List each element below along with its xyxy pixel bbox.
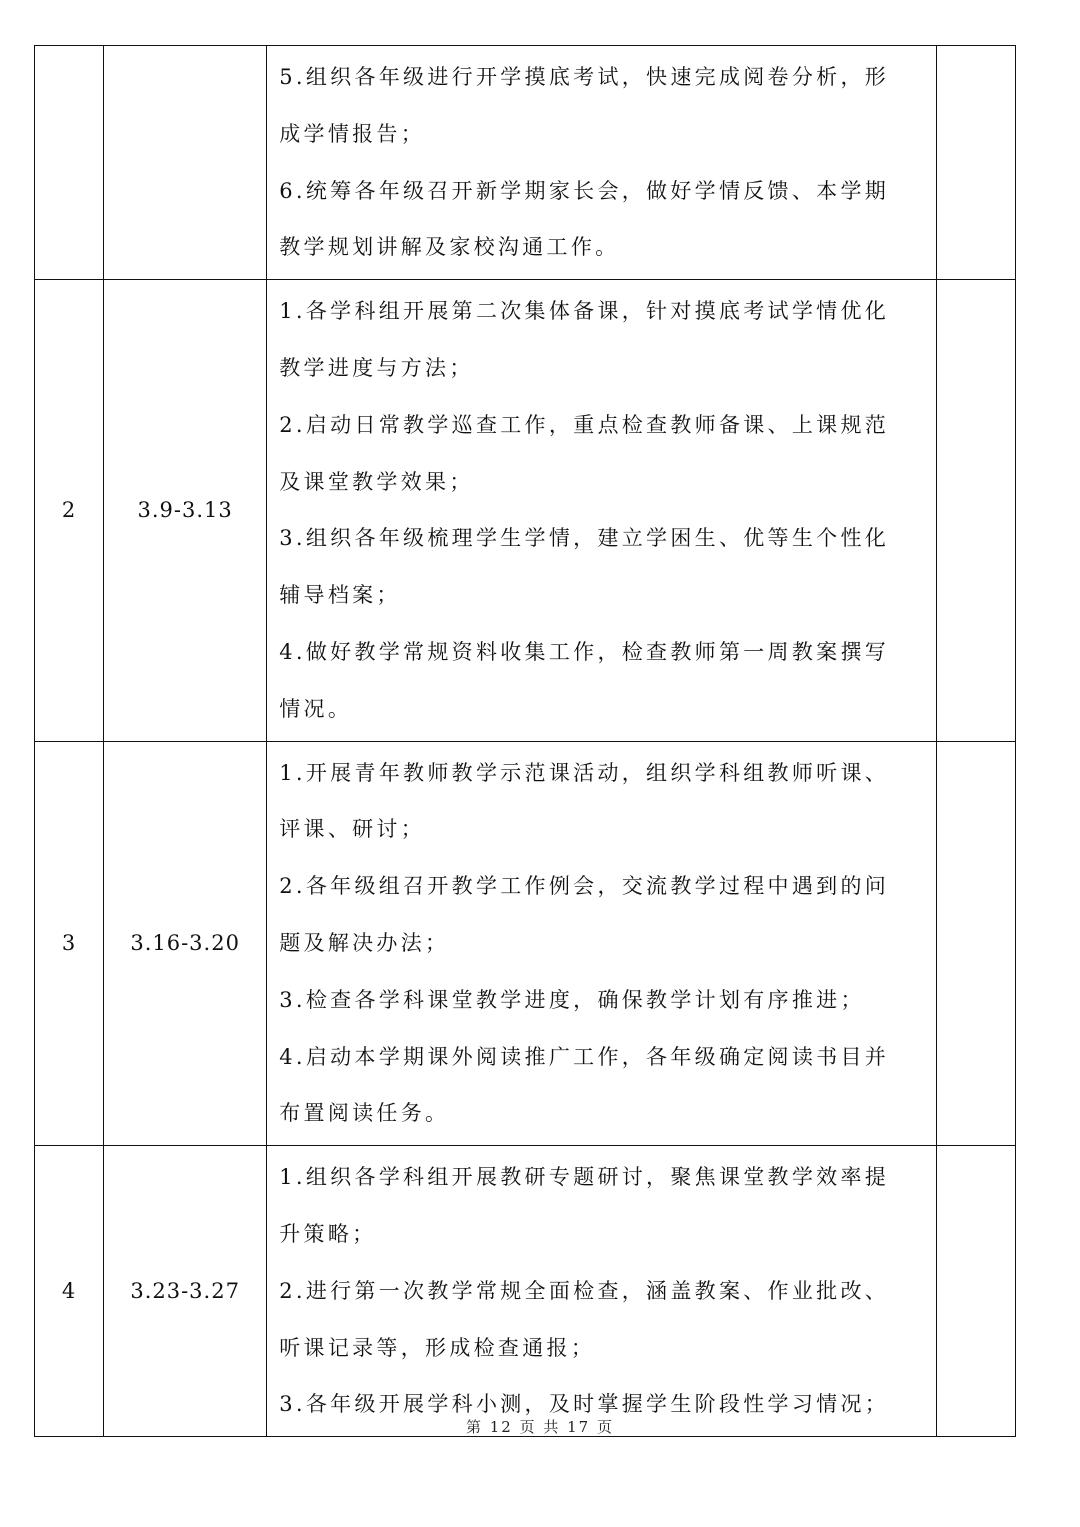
table-row — [35, 46, 1016, 280]
task-content-cell — [267, 1146, 937, 1437]
table-row — [35, 1146, 1016, 1437]
table-row — [35, 741, 1016, 1146]
task-content-cell — [267, 280, 937, 741]
task-line: 5.组织各年级进行开学摸底考试，快速完成阅卷分析，形 — [279, 65, 890, 89]
task-line: 4.启动本学期课外阅读推广工作，各年级确定阅读书目并 — [279, 1044, 890, 1069]
date-range-cell: 3.16-3.20 — [104, 741, 267, 1146]
task-line: 2.进行第一次教学常规全面检查，涵盖教案、作业批改、 — [279, 1278, 890, 1303]
page-number-footer: 第 12 页 共 17 页 — [465, 1418, 614, 1436]
week-cell: 4 — [35, 1146, 104, 1437]
task-line: 辅导档案； — [279, 583, 401, 608]
note-cell — [936, 280, 1015, 741]
task-line: 情况。 — [279, 696, 353, 721]
task-content-cell — [267, 741, 937, 1146]
task-line: 2.启动日常教学巡查工作，重点检查教师备课、上课规范 — [279, 412, 890, 437]
task-line: 升策略； — [279, 1221, 377, 1246]
task-line: 3.组织各年级梳理学生学情，建立学困生、优等生个性化 — [279, 526, 890, 551]
week-cell: 2 — [35, 280, 104, 741]
task-line: 3.各年级开展学科小测，及时掌握学生阶段性学习情况； — [279, 1392, 890, 1417]
task-line: 1.开展青年教师教学示范课活动，组织学科组教师听课、 — [279, 760, 890, 785]
task-content-cell — [267, 46, 937, 280]
task-line: 教学规划讲解及家校沟通工作。 — [279, 235, 620, 260]
task-line: 1.各学科组开展第二次集体备课，针对摸底考试学情优化 — [279, 299, 890, 324]
week-cell — [35, 46, 104, 280]
schedule-table — [34, 45, 1016, 1437]
task-line: 题及解决办法； — [279, 930, 450, 955]
task-line: 6.统筹各年级召开新学期家长会，做好学情反馈、本学期 — [279, 178, 890, 203]
task-line: 布置阅读任务。 — [279, 1101, 450, 1126]
date-range-cell: 3.9-3.13 — [104, 280, 267, 741]
task-line: 3.检查各学科课堂教学进度，确保教学计划有序推进； — [279, 987, 865, 1012]
table-row — [35, 280, 1016, 741]
task-line: 成学情报告； — [279, 121, 426, 146]
task-line: 2.各年级组召开教学工作例会，交流教学过程中遇到的问 — [279, 874, 890, 899]
task-line: 1.组织各学科组开展教研专题研讨，聚焦课堂教学效率提 — [279, 1165, 890, 1190]
date-range-cell: 3.23-3.27 — [104, 1146, 267, 1437]
note-cell — [936, 46, 1015, 280]
date-range-cell — [104, 46, 267, 280]
note-cell — [936, 1146, 1015, 1437]
task-line: 评课、研讨； — [279, 817, 426, 842]
task-line: 教学进度与方法； — [279, 355, 474, 380]
task-line: 4.做好教学常规资料收集工作，检查教师第一周教案撰写 — [279, 639, 890, 664]
task-line: 及课堂教学效果； — [279, 469, 474, 494]
task-line: 听课记录等，形成检查通报； — [279, 1335, 596, 1360]
note-cell — [936, 741, 1015, 1146]
week-cell: 3 — [35, 741, 104, 1146]
